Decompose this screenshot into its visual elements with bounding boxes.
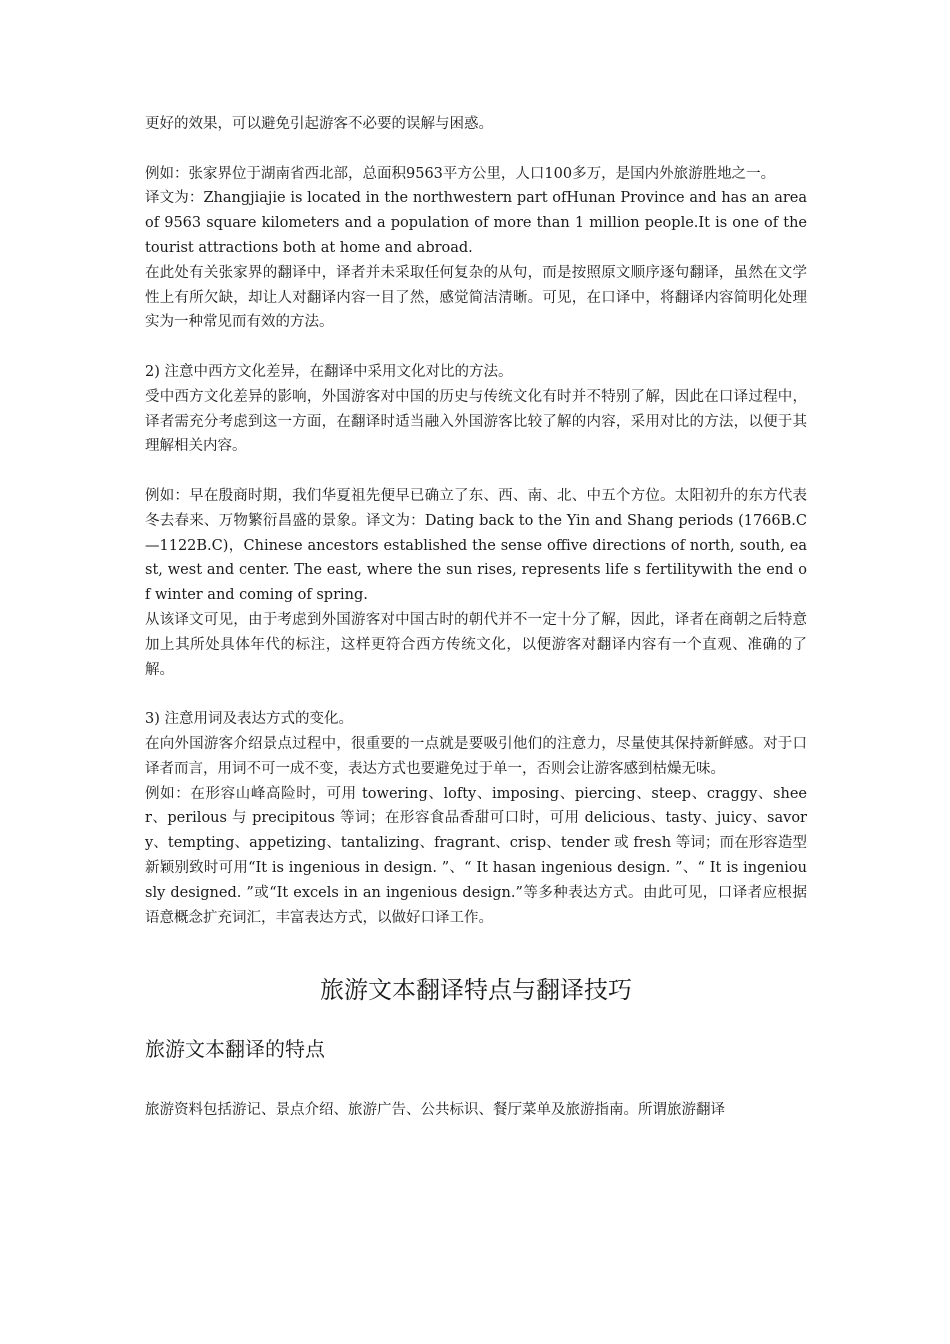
- paragraph-example-zhangjiajie: 例如：张家界位于湖南省西北部，总面积9563平方公里，人口100多万，是国内外旅游胜地之一。: [145, 165, 776, 182]
- paragraph-example-yin-shang: 例如：早在殷商时期，我们华夏祖先便早已确立了东、西、南、北、中五个方位。太阳初升的东方代表冬去春来、万物繁衍昌盛的景象。译文为：Dating back to the Yin and Shang periods (1766B.C—1122B.C)，Chinese ancestors established the sense offive directions of north, south, east, west and center. The east, where the sun rises, represents life s fertilitywith the end of winter and coming of spring.: [145, 487, 807, 604]
- spacer: [145, 459, 807, 484]
- spacer: [145, 137, 807, 162]
- heading-point-2: 2) 注意中西方文化差异，在翻译中采用文化对比的方法。: [145, 363, 513, 380]
- paragraph-analysis-yin-shang: 从该译文可见，由于考虑到外国游客对中国古时的朝代并不一定十分了解，因此，译者在商朝之后特意加上其所处具体年代的标注，这样更符合西方传统文化，以便游客对翻译内容有一个直观、准确的了解。: [145, 611, 807, 678]
- document-page: [145, 112, 807, 1123]
- spacer: [145, 335, 807, 360]
- paragraph-cultural-difference: 受中西方文化差异的影响，外国游客对中国的历史与传统文化有时并不特别了解，因此在口译过程中，译者需充分考虑到这一方面，在翻译时适当融入外国游客比较了解的内容，采用对比的方法，以便于其理解相关内容。: [145, 388, 807, 455]
- paragraph-intro-end: 更好的效果，可以避免引起游客不必要的误解与困惑。: [145, 116, 493, 132]
- spacer: [145, 682, 807, 707]
- paragraph-translation-zhangjiajie: 译文为：Zhangjiajie is located in the northwestern part ofHunan Province and has an area of 9563 square kilometers and a population of more than 1 million people.It is one of the tourist attractions both at home and abroad.: [145, 190, 807, 256]
- section-subtitle: 旅游文本翻译的特点: [145, 1037, 325, 1062]
- spacer: [145, 1064, 807, 1098]
- paragraph-wording-variation: 在向外国游客介绍景点过程中，很重要的一点就是要吸引他们的注意力，尽量使其保持新鲜感。对于口译者而言，用词不可一成不变，表达方式也要避免过于单一，否则会让游客感到枯燥无味。: [145, 735, 807, 777]
- heading-point-3: 3) 注意用词及表达方式的变化。: [145, 711, 353, 728]
- section-title: 旅游文本翻译特点与翻译技巧: [320, 976, 632, 1005]
- paragraph-example-vocabulary: 例如：在形容山峰高险时，可用 towering、lofty、imposing、piercing、steep、craggy、sheer、perilous 与 precipitous 等词；在形容食品香甜可口时，可用 delicious、tasty、juicy、savory、tempting、appetizing、tantalizing、fragrant、crisp、tender 或 fresh 等词；而在形容造型新颖别致时可用“It is ingenious in design. ”、“ It hasan ingenious design. ”、“ It is ingeniously designed. ”或“It excels in an ingenious design.”等多种表达方式。由此可见，口译者应根据语意概念扩充词汇，丰富表达方式，以做好口译工作。: [145, 785, 807, 926]
- paragraph-analysis-zhangjiajie: 在此处有关张家界的翻译中，译者并未采取任何复杂的从句，而是按照原文顺序逐句翻译，虽然在文学性上有所欠缺，却让人对翻译内容一目了然，感觉简洁清晰。可见，在口译中，将翻译内容简明化处理实为一种常见而有效的方法。: [145, 264, 807, 331]
- paragraph-tourism-materials: 旅游资料包括游记、景点介绍、旅游广告、公共标识、餐厅菜单及旅游指南。所谓旅游翻译: [145, 1102, 725, 1119]
